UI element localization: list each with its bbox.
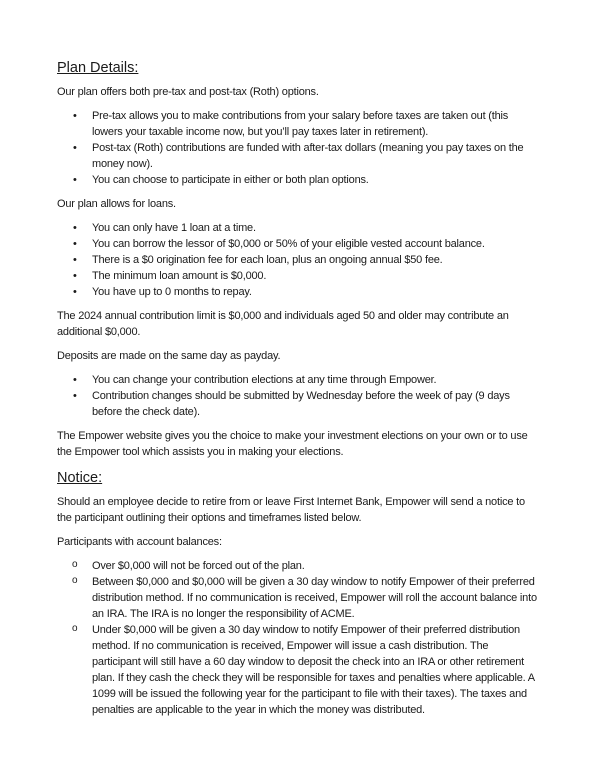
list-item: • There is a $0 origination fee for each loan, plus an ongoing annual $50 fee. [73,254,443,266]
list-item: • Contribution changes should be submitted by Wednesday before the week of pay (9 days before the check date). [73,390,510,418]
website-paragraph: The Empower website gives you the choice to make your investment elections on your own or to use the Empower tool which assists you in making your elections. [57,430,528,458]
bullet-icon: • [73,222,77,234]
notice-intro: Should an employee decide to retire from or leave First Internet Bank, Empower will send a notice to the participant outlining their options and timeframes listed below. [57,496,525,524]
bullet-icon: • [73,270,77,282]
bullet-icon: • [73,142,77,154]
list-item: • You can only have 1 loan at a time. [73,222,256,234]
notice-heading: Notice: [57,470,103,486]
list-item: • Post-tax (Roth) contributions are funded with after-tax dollars (meaning you pay taxes on the money now). [73,142,524,170]
list-item: • You can borrow the lessor of $0,000 or 50% of your eligible vested account balance. [73,238,485,250]
list-item: o Between $0,000 and $0,000 will be given a 30 day window to notify Empower of their preferred distribution method. If no communication is received, Empower will roll the account balance into an IRA. The IRA is no longer the responsibility of ACME. [72,575,537,620]
bullet-icon: • [73,254,77,266]
list-item: o Under $0,000 will be given a 30 day window to notify Empower of their preferred distribution method. If no communication is received, Empower will issue a cash distribution. The participant will still have a 60 day window to deposit the check into an IRA or other retirement plan. If they cash the check they will be responsible for taxes and penalties where applicable. A 1099 will be issued the following year for the participant to file with their taxes). The taxes and penalties are applicable to the year in which the money was distributed. [72,623,535,716]
list-item: • The minimum loan amount is $0,000. [73,270,267,282]
circle-bullet-icon: o [72,623,78,634]
loans-list [57,220,539,300]
circle-bullet-icon: o [72,575,78,586]
plan-options-list [57,108,539,188]
list-item: • Pre-tax allows you to make contributions from your salary before taxes are taken out (this lowers your taxable income now, but you’ll pay taxes later in retirement). [73,110,509,138]
bullet-icon: • [73,374,77,386]
bullet-icon: • [73,286,77,298]
balances-list [57,558,539,718]
contribution-limit-paragraph: The 2024 annual contribution limit is $0,000 and individuals aged 50 and older may contribute an additional $0,000. [57,310,509,338]
list-item: • You can choose to participate in either or both plan options. [73,174,369,186]
list-item: o Over $0,000 will not be forced out of the plan. [72,559,305,572]
circle-bullet-icon: o [72,559,78,570]
deposits-paragraph: Deposits are made on the same day as payday. [57,350,281,362]
plan-details-heading: Plan Details: [57,60,139,76]
bullet-icon: • [73,110,77,122]
deposit-list [57,372,539,420]
balances-intro: Participants with account balances: [57,536,222,548]
list-item: • You have up to 0 months to repay. [73,286,252,298]
document-page [57,58,539,726]
list-item: • You can change your contribution elections at any time through Empower. [73,374,437,386]
plan-options-intro: Our plan offers both pre-tax and post-tax (Roth) options. [57,86,319,98]
loans-intro: Our plan allows for loans. [57,198,176,210]
bullet-icon: • [73,238,77,250]
bullet-icon: • [73,174,77,186]
bullet-icon: • [73,390,77,402]
